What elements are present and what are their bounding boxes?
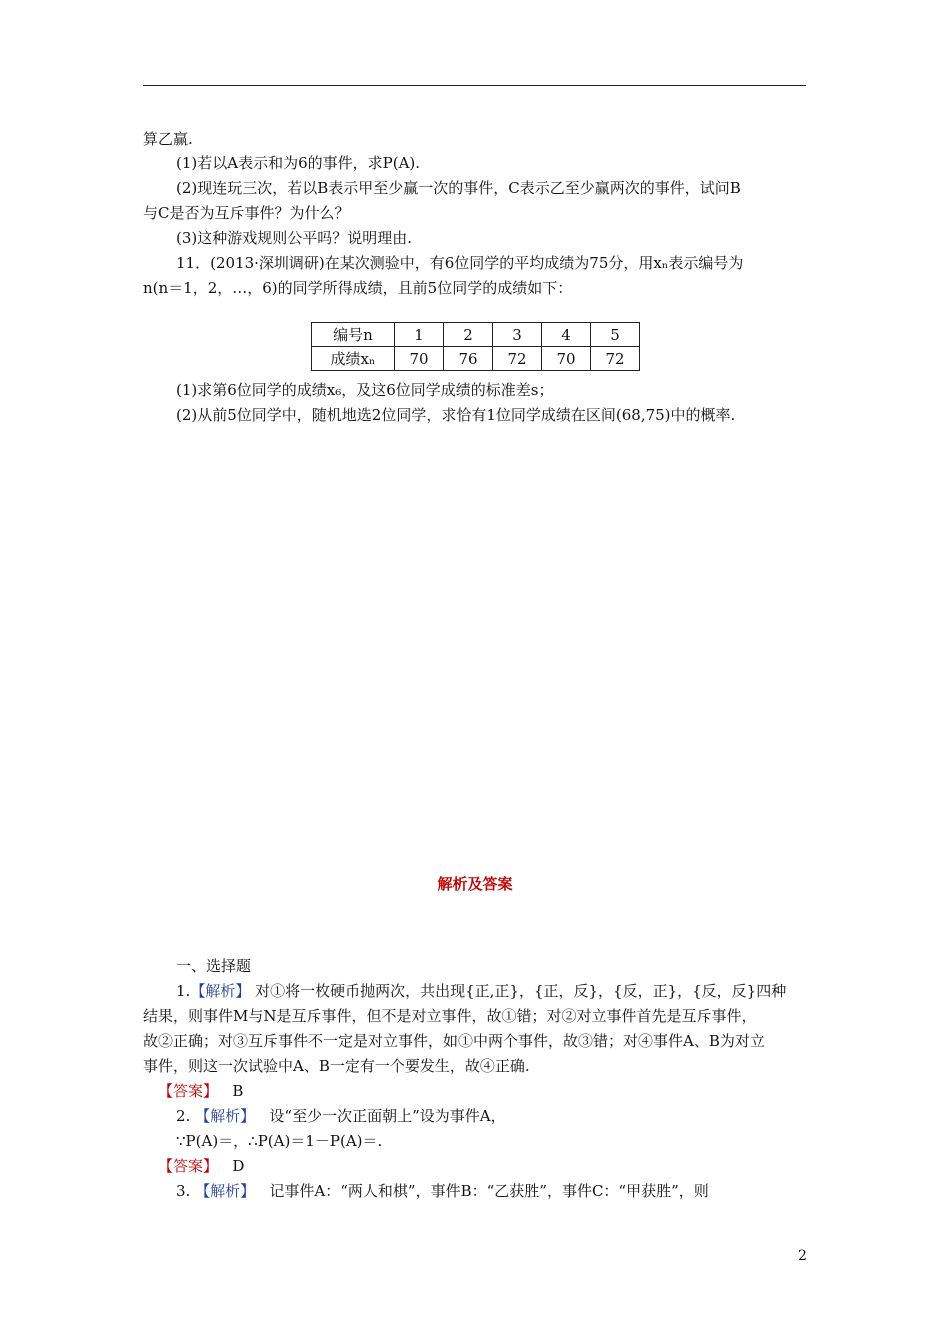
question-number: 2. bbox=[176, 1107, 191, 1125]
analysis-tag: 【解析】 bbox=[190, 982, 251, 1000]
answer-text: 设“至少一次正面朝上”设为事件A， bbox=[269, 1107, 506, 1125]
table-row bbox=[312, 323, 640, 347]
table-header-cell: 成绩xₙ bbox=[312, 347, 395, 371]
table-cell: 76 bbox=[444, 347, 493, 371]
answers-heading: 一、选择题 bbox=[176, 957, 252, 975]
section-title: 解析及答案 bbox=[437, 875, 513, 893]
answer-1-line bbox=[176, 981, 786, 1001]
table-cell: 5 bbox=[591, 323, 640, 347]
answer-2-result bbox=[158, 1156, 244, 1176]
table-cell: 72 bbox=[493, 347, 542, 371]
question-10-part-2-cont: 与C是否为互斥事件？为什么？ bbox=[143, 204, 350, 222]
answer-value: D bbox=[232, 1157, 245, 1175]
table-cell: 1 bbox=[395, 323, 444, 347]
table-cell: 4 bbox=[542, 323, 591, 347]
question-11-part-2: (2)从前5位同学中，随机地选2位同学，求恰有1位同学成绩在区间(68,75)中的概率. bbox=[176, 406, 736, 424]
answer-1-line: 结果，则事件M与N是互斥事件，但不是对立事件，故①错；对②对立事件首先是互斥事件， bbox=[143, 1007, 757, 1025]
table-row bbox=[312, 347, 640, 371]
table-header-cell: 编号n bbox=[312, 323, 395, 347]
answer-2-line bbox=[176, 1106, 506, 1126]
question-number: 1. bbox=[176, 982, 191, 1000]
answer-tag: 【答案】 bbox=[158, 1082, 219, 1100]
answer-2-line: ∵P(A)＝，∴P(A)＝1－P(A)＝. bbox=[176, 1132, 383, 1150]
analysis-tag: 【解析】 bbox=[195, 1182, 256, 1200]
text-line: 算乙赢. bbox=[143, 130, 193, 148]
analysis-tag: 【解析】 bbox=[195, 1107, 256, 1125]
table-cell: 3 bbox=[493, 323, 542, 347]
answer-text: 记事件A：“两人和棋”，事件B：“乙获胜”，事件C：“甲获胜”，则 bbox=[269, 1182, 709, 1200]
question-11-stem: 11．(2013·深圳调研)在某次测验中，有6位同学的平均成绩为75分，用xₙ表示编号为 bbox=[176, 254, 744, 272]
table-cell: 72 bbox=[591, 347, 640, 371]
answer-1-line: 故②正确；对③互斥事件不一定是对立事件，如①中两个事件，故③错；对④事件A、B为对立 bbox=[143, 1032, 765, 1050]
answer-1-result bbox=[158, 1081, 243, 1101]
question-11-part-1: (1)求第6位同学的成绩x₆，及这6位同学成绩的标准差s； bbox=[176, 381, 554, 399]
answer-text: 对①将一枚硬币抛两次，共出现{正,正}，{正，反}，{反，正}，{反，反}四种 bbox=[255, 982, 787, 1000]
table-cell: 70 bbox=[395, 347, 444, 371]
question-10-part-2: (2)现连玩三次，若以B表示甲至少赢一次的事件，C表示乙至少赢两次的事件，试问B bbox=[176, 179, 741, 197]
page-number: 2 bbox=[798, 1248, 807, 1264]
answer-value: B bbox=[232, 1082, 244, 1100]
answer-tag: 【答案】 bbox=[158, 1157, 219, 1175]
table-cell: 70 bbox=[542, 347, 591, 371]
answer-3-line bbox=[176, 1181, 709, 1201]
question-number: 3. bbox=[176, 1182, 191, 1200]
question-10-part-1: (1)若以A表示和为6的事件，求P(A). bbox=[176, 154, 421, 172]
scores-table bbox=[311, 322, 640, 371]
table-cell: 2 bbox=[444, 323, 493, 347]
question-11-stem-cont: n(n＝1，2，…，6)的同学所得成绩，且前5位同学的成绩如下： bbox=[143, 279, 573, 297]
answer-1-line: 事件，则这一次试验中A、B一定有一个要发生，故④正确. bbox=[143, 1057, 530, 1075]
question-10-part-3: (3)这种游戏规则公平吗？说明理由. bbox=[176, 229, 413, 247]
header-rule bbox=[143, 85, 806, 86]
